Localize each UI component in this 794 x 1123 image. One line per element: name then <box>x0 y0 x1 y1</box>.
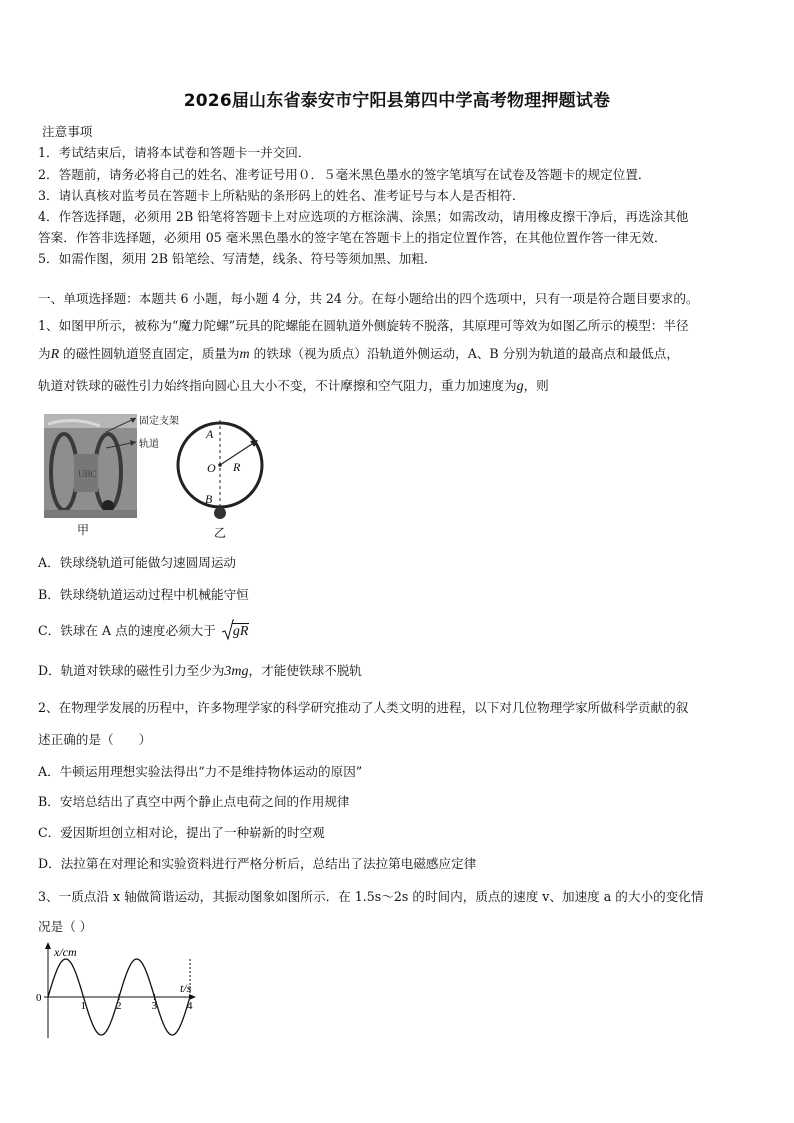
sqrt-sign-icon <box>222 619 234 641</box>
y-axis-label: x/cm <box>54 945 77 959</box>
q1-option-d <box>38 660 362 680</box>
q2-option-c: C．爱因斯坦创立相对论，提出了一种崭新的时空观 <box>38 825 325 840</box>
q1-text: 为 <box>38 346 51 361</box>
q2-stem: 述正确的是（ ） <box>38 732 152 747</box>
q1-option-d-text: ，才能使铁球不脱轨 <box>248 663 362 678</box>
caption-jia: 甲 <box>77 523 90 537</box>
caption-yi: 乙 <box>214 526 227 540</box>
notice-item: 2．答题前，请务必将自己的姓名、准考证号用０．５毫米黑色墨水的签字笔填写在试卷及答题卡的规定位置． <box>38 167 651 182</box>
q1-stem: 1、如图甲所示，被称为“魔力陀螺”玩具的陀螺能在圆轨道外侧旋转不脱落，其原理可等效为如图乙所示的模型：半径 <box>38 318 689 333</box>
symbol-m: m <box>239 347 250 362</box>
notice-item: 4．作答选择题，必须用 2B 铅笔将答题卡上对应选项的方框涂满、涂黑；如需改动，请用橡皮擦干净后，再选涂其他 <box>38 209 689 224</box>
notice-item: 3．请认真核对监考员在答题卡上所粘贴的条形码上的姓名、准考证号与本人是否相符． <box>38 188 525 203</box>
svg-text:UBC: UBC <box>78 469 97 479</box>
point-A: A <box>206 427 214 441</box>
notice-item: 答案．作答非选择题，必须用 05 毫米黑色墨水的签字笔在答题卡上的指定位置作答，在其他位置作答一律无效． <box>38 230 667 245</box>
q1-stem <box>38 375 549 395</box>
x-tick-label: 4 <box>187 1000 193 1012</box>
x-tick-label: 3 <box>151 1000 157 1012</box>
y-axis-arrow-icon <box>45 942 51 949</box>
point-B: B <box>205 492 213 506</box>
q1-text: 的铁球（视为质点）沿轨道外侧运动，A、B 分别为轨道的最高点和最低点， <box>253 346 679 361</box>
q2-option-d: D．法拉第在对理论和实验资料进行严格分析后，总结出了法拉第电磁感应定律 <box>38 856 477 871</box>
symbol-R: R <box>50 347 60 362</box>
q1-option-d-text: D．轨道对铁球的磁性引力至少为 <box>38 663 225 678</box>
label-track: 轨道 <box>139 439 159 450</box>
notice-heading: 注意事项 <box>42 124 93 139</box>
math-3mg: 3mg <box>224 664 249 679</box>
origin-label: 0 <box>36 992 42 1004</box>
point-R: R <box>233 460 241 474</box>
symbol-g: g <box>516 379 524 394</box>
q1-option-c-text: C．铁球在 A 点的速度必须大于 <box>38 623 216 638</box>
q2-option-b: B．安培总结出了真空中两个静止点电荷之间的作用规律 <box>38 794 350 809</box>
notice-item: 5．如需作图，须用 2B 铅笔绘、写清楚，线条、符号等须加黑、加粗． <box>38 251 437 266</box>
q1-option-a: A．铁球绕轨道可能做匀速圆周运动 <box>38 555 237 570</box>
q3-stem: 3、一质点沿 x 轴做简谐运动，其振动图象如图所示．在 1.5s～2s 的时间内，质点的速度 v、加速度 a 的大小的变化情 <box>38 889 704 904</box>
point-O: O <box>207 461 216 475</box>
q1-text: 的磁性圆轨道竖直固定，质量为 <box>63 346 240 361</box>
circle-model-diagram <box>170 412 270 522</box>
notice-item: 1．考试结束后，请将本试卷和答题卡一并交回． <box>38 145 311 160</box>
section-heading: 一、单项选择题：本题共 6 小题，每小题 4 分，共 24 分。在每小题给出的四个选项中，只有一项是符合题目要求的。 <box>38 291 699 306</box>
x-axis-label: t/s <box>180 981 192 995</box>
vibration-chart <box>30 940 210 1045</box>
q1-stem <box>38 343 679 363</box>
q2-option-a: A．牛顿运用理想实验法得出“力不是维持物体运动的原因” <box>38 764 363 779</box>
x-tick-label: 2 <box>116 1000 122 1012</box>
sqrt-expression <box>222 623 250 640</box>
q1-option-c <box>38 620 249 640</box>
q2-stem: 2、在物理学发展的历程中，许多物理学家的科学研究推动了人类文明的进程，以下对几位物理学家所做科学贡献的叙 <box>38 700 689 715</box>
q1-text: 轨道对铁球的磁性引力始终指向圆心且大小不变，不计摩擦和空气阻力，重力加速度为 <box>38 378 517 393</box>
page-title: 2026届山东省泰安市宁阳县第四中学高考物理押题试卷 <box>183 91 611 111</box>
sqrt-radicand: gR <box>232 624 249 639</box>
x-tick-label: 1 <box>80 1000 86 1012</box>
q1-option-b: B．铁球绕轨道运动过程中机械能守恒 <box>38 587 249 602</box>
label-support: 固定支架 <box>139 416 179 427</box>
q1-text: ，则 <box>523 378 549 393</box>
q3-stem: 况是（ ） <box>38 919 93 934</box>
